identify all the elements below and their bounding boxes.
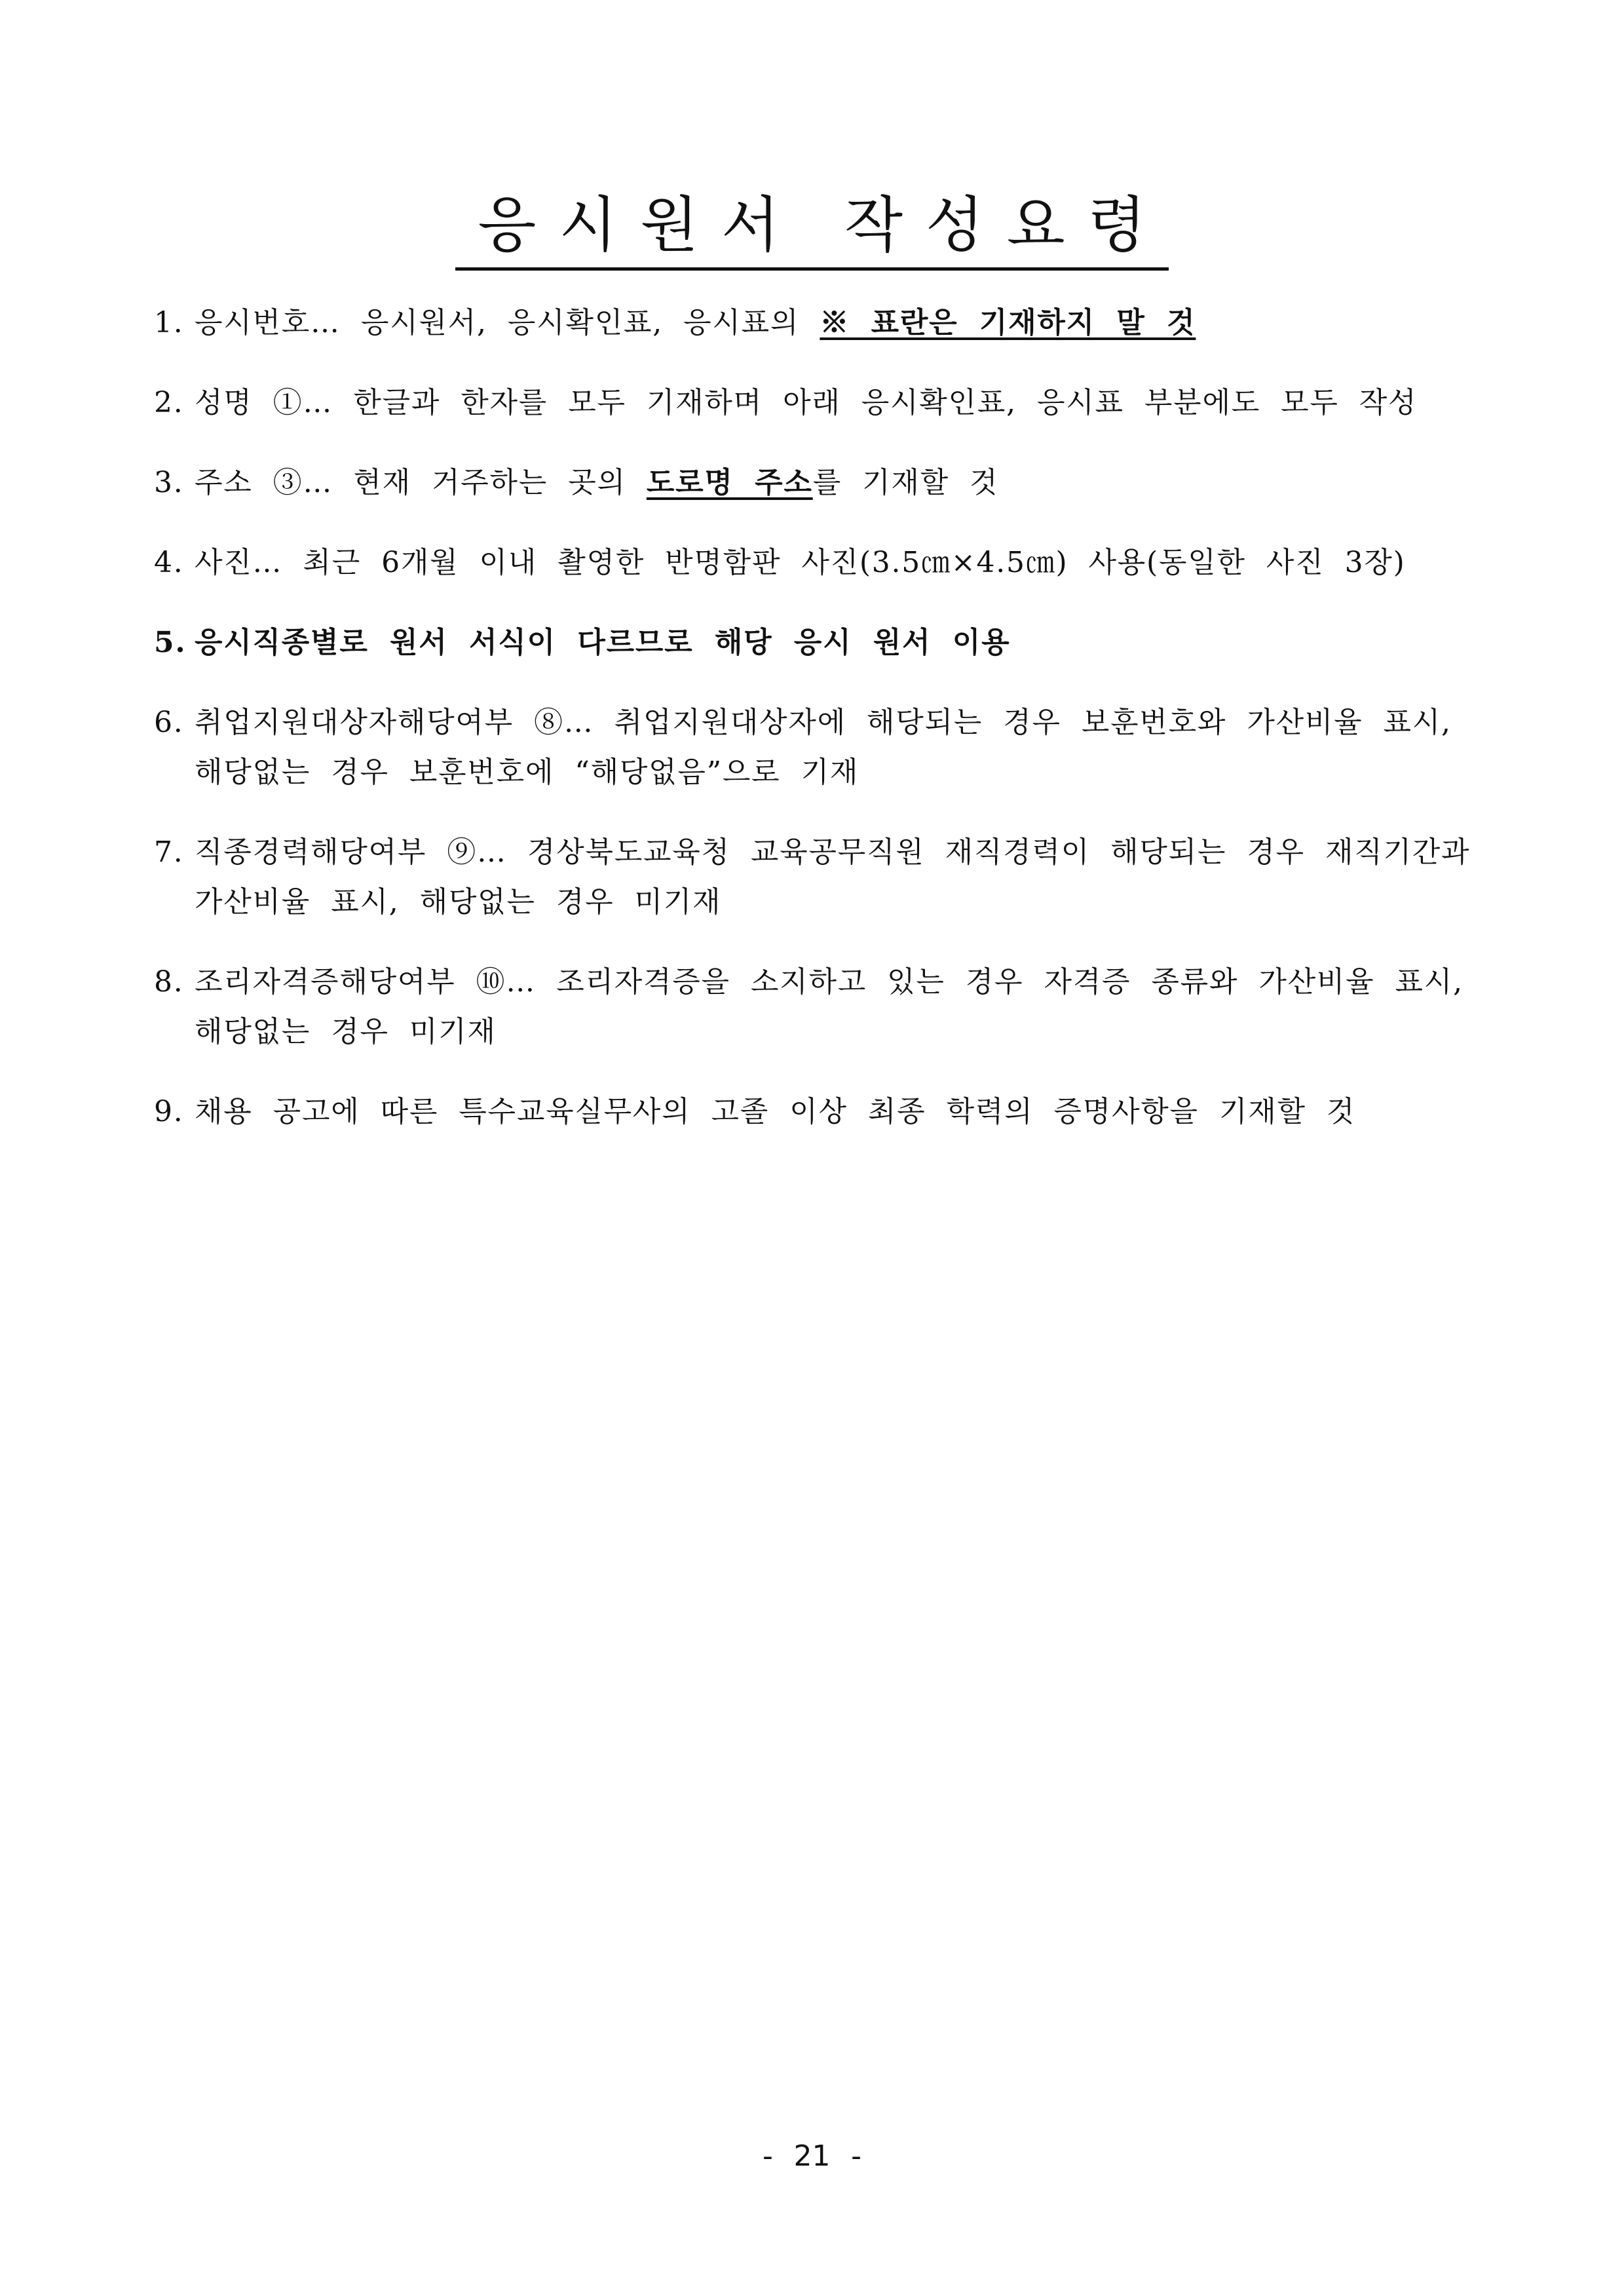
item-number: 2. [154,386,184,419]
item-text: 채용 공고에 따른 특수교육실무사의 고졸 이상 최종 학력의 증명사항을 기재할 것 [195,1095,1356,1128]
list-item [154,828,1477,927]
list-item [154,698,1477,797]
item-number: 3. [154,466,184,499]
item-text: 취업지원대상자해당여부 ⑧… 취업지원대상자에 해당되는 경우 보훈번호와 가산비율 표시, 해당없는 경우 보훈번호에 “해당없음”으로 기재 [195,706,1452,789]
item-text: 사진… 최근 6개월 이내 촬영한 반명함판 사진(3.5㎝×4.5㎝) 사용(동일한 사진 3장) [195,546,1406,579]
item-text-after: 를 기재할 것 [812,466,999,499]
list-item [154,458,1477,508]
list-item [154,1087,1477,1137]
item-text: 응시번호… 응시원서, 응시확인표, 응시표의 [195,306,820,339]
list-item [154,618,1477,668]
item-number: 1. [154,306,184,339]
instruction-list [154,298,1477,1167]
item-number: 5. [154,626,187,659]
list-item [154,538,1477,588]
item-number: 6. [154,706,184,739]
item-number: 7. [154,835,184,869]
item-emphasis: ※ 표란은 기재하지 말 것 [820,306,1196,339]
list-item [154,378,1477,428]
item-text: 직종경력해당여부 ⑨… 경상북도교육청 교육공무직원 재직경력이 해당되는 경우 재직기간과 가산비율 표시, 해당없는 경우 미기재 [195,835,1471,919]
page-number: - 21 - [763,2139,861,2173]
item-number: 4. [154,546,184,579]
list-item [154,957,1477,1057]
item-text: 조리자격증해당여부 ⑩… 조리자격증을 소지하고 있는 경우 자격증 종류와 가산비율 표시, 해당없는 경우 미기재 [195,965,1463,1048]
item-number: 9. [154,1095,184,1128]
item-text: 주소 ③… 현재 거주하는 곳의 [195,466,647,499]
page-title: 응시원서 작성요령 [455,177,1169,271]
item-number: 8. [154,965,184,999]
item-text: 성명 ①… 한글과 한자를 모두 기재하며 아래 응시확인표, 응시표 부분에도 모두 작성 [195,386,1418,419]
item-text: 응시직종별로 원서 서식이 다르므로 해당 응시 원서 이용 [195,626,1011,659]
list-item [154,298,1477,348]
page-title-wrap [0,177,1624,271]
item-emphasis: 도로명 주소 [646,466,813,499]
